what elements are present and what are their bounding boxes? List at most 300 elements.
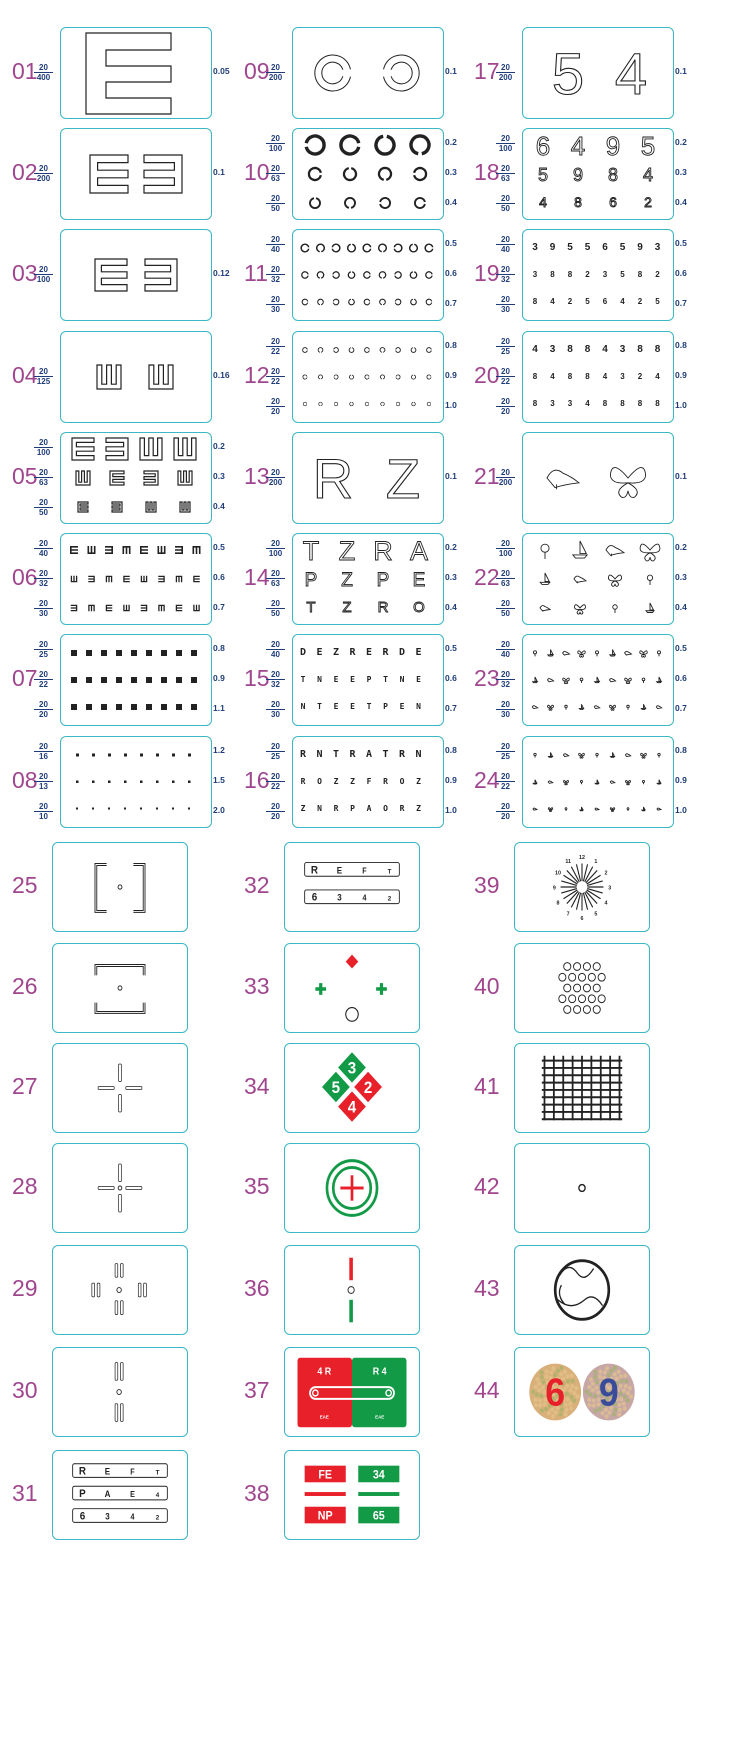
chart-card[interactable] [514, 1143, 650, 1233]
chart-number: 30 [12, 1377, 38, 1403]
chart-number: 41 [474, 1073, 500, 1099]
chart-graphic [523, 230, 673, 320]
decimal-acuity: 0.6 [213, 572, 225, 582]
acuity-numerator: 20 [501, 772, 510, 781]
chart-cell[interactable] [462, 842, 712, 930]
clock-number: 4 [604, 900, 608, 907]
chart-card[interactable] [292, 229, 444, 321]
landolt-c [302, 299, 308, 305]
acuity-denominator: 30 [501, 304, 510, 314]
optotype-text: 8 [532, 399, 538, 408]
chart-cell[interactable] [462, 1043, 712, 1131]
tumbling-e [140, 438, 162, 460]
letter-box [305, 863, 400, 877]
decimal-acuity: 0.1 [675, 471, 687, 481]
optotype-text: 4 R [317, 1366, 332, 1377]
acuity-denominator: 63 [39, 478, 48, 487]
chart-card[interactable] [284, 842, 420, 932]
chart-card[interactable] [522, 128, 674, 220]
optotype-mark [140, 781, 143, 784]
acuity-numerator: 20 [501, 367, 510, 376]
chart-cell[interactable] [462, 432, 712, 522]
optotype-text: 65 [372, 1510, 385, 1523]
chart-number: 06 [12, 564, 38, 590]
plate-dot [592, 1398, 596, 1402]
chart-cell[interactable] [0, 128, 250, 218]
decimal-acuity: 0.8 [675, 745, 687, 756]
acuity-fraction [30, 164, 57, 183]
chart-card[interactable] [60, 27, 212, 119]
chart-card[interactable] [522, 634, 674, 726]
chart-card[interactable] [60, 432, 212, 524]
tumbling-e [141, 605, 148, 612]
chart-card[interactable] [284, 1043, 420, 1133]
flower-icon [580, 781, 582, 783]
decimal-acuity: 0.5 [213, 542, 225, 553]
optotype-text: 5 [620, 270, 625, 279]
landolt-c [381, 402, 385, 406]
acuity-denominator: 25 [271, 752, 280, 762]
optotype-text: T [383, 675, 388, 684]
chart-cell[interactable] [232, 229, 482, 319]
landolt-c [363, 244, 371, 252]
acuity-numerator: 20 [501, 265, 510, 274]
optotype-text: Z [350, 777, 355, 786]
chart-cell[interactable] [0, 1143, 250, 1231]
chart-card[interactable] [60, 331, 212, 423]
chart-cell[interactable] [232, 1143, 482, 1231]
decimal-acuity: 0.9 [675, 775, 687, 785]
optotype-text: 4 [550, 297, 555, 306]
optotype-mark [92, 754, 95, 757]
acuity-numerator: 20 [271, 63, 280, 72]
bird-icon [574, 576, 586, 583]
flower-icon [541, 544, 549, 552]
bird-icon [540, 606, 550, 612]
acuity-fraction [492, 337, 519, 356]
plate-dot [575, 1394, 579, 1398]
acuity-denominator: 50 [271, 203, 280, 213]
chart-cell[interactable] [462, 943, 712, 1031]
chart-card[interactable] [292, 736, 444, 828]
plate-dot [622, 1401, 626, 1405]
butterfly-icon [608, 575, 621, 586]
chart-card[interactable] [514, 1347, 650, 1437]
landolt-c [317, 244, 325, 252]
chart-card[interactable] [522, 533, 674, 625]
chart-card[interactable] [292, 27, 444, 119]
chart-card[interactable] [52, 1245, 188, 1335]
acuity-fraction [262, 599, 289, 618]
decimal-acuity: 2.0 [213, 804, 225, 815]
optotype-mark [191, 650, 197, 656]
chart-cell[interactable] [232, 1245, 482, 1333]
optotype-text: 8 [550, 270, 555, 279]
butterfly-icon [563, 678, 570, 684]
chart-number: 33 [244, 973, 270, 999]
decimal-acuity: 0.8 [445, 340, 457, 351]
optotype-text: 8 [637, 270, 643, 279]
butterfly-icon [548, 808, 552, 812]
acuity-fraction [30, 265, 57, 284]
fixation-dot [348, 1287, 354, 1294]
optotype-text: 4 [550, 372, 555, 381]
optotype-mark [140, 754, 143, 757]
chart-cell[interactable] [0, 842, 250, 930]
tumbling-e [106, 576, 113, 583]
plate-dot [570, 1384, 574, 1388]
chart-cell[interactable] [232, 943, 482, 1031]
optotype-mark [108, 808, 110, 810]
chart-card[interactable] [284, 1450, 420, 1540]
optotype-text: T [332, 749, 340, 760]
plate-dot [619, 1397, 623, 1401]
optotype-mark [161, 650, 167, 656]
decimal-acuity: 0.1 [445, 66, 457, 76]
optotype-mark [71, 650, 77, 656]
red-line [349, 1258, 353, 1280]
optotype-text: 4 [602, 344, 608, 355]
chart-cell[interactable] [232, 1043, 482, 1131]
chart-card[interactable] [60, 634, 212, 726]
chart-number: 26 [12, 973, 38, 999]
decimal-acuity: 1.1 [213, 702, 225, 713]
grid-dot [588, 995, 595, 1003]
acuity-fraction [30, 63, 57, 82]
optotype-mark [188, 781, 191, 784]
optotype-mark [116, 650, 122, 656]
chart-card[interactable] [52, 1347, 188, 1437]
butterfly-icon [563, 780, 568, 784]
plate-dot [569, 1406, 573, 1410]
chart-cell[interactable] [462, 1347, 712, 1435]
chart-card[interactable] [52, 842, 188, 932]
landolt-c [349, 348, 354, 353]
clock-number: 8 [556, 900, 560, 907]
chart-graphic [515, 1044, 649, 1132]
optotype-text: T [300, 675, 306, 684]
optotype-text: 4 [570, 131, 586, 161]
decimal-acuity: 0.1 [445, 471, 457, 481]
optotype-text: E [316, 647, 323, 658]
acuity-numerator: 20 [501, 294, 510, 304]
chart-cell[interactable] [232, 1347, 482, 1435]
acuity-denominator: 22 [501, 377, 510, 386]
chart-graphic [515, 1246, 649, 1334]
optotype-text: A [409, 536, 429, 566]
acuity-numerator: 20 [501, 235, 510, 245]
chart-number: 43 [474, 1275, 500, 1301]
chart-cell[interactable] [0, 533, 250, 623]
optotype-text: E [412, 570, 426, 591]
chart-cell[interactable] [462, 533, 712, 623]
optotype-text: 8 [532, 372, 538, 381]
decimal-acuity: 0.9 [213, 673, 225, 683]
grid-dot [569, 995, 576, 1003]
chart-number: 20 [474, 362, 500, 388]
chart-cell[interactable] [0, 331, 250, 421]
optotype-text: 5 [584, 242, 591, 253]
acuity-denominator: 400 [36, 73, 51, 82]
optotype-text: E [336, 864, 343, 876]
decimal-acuity: 1.5 [213, 775, 225, 785]
chart-number: 14 [244, 564, 270, 590]
acuity-numerator: 20 [501, 699, 510, 709]
decimal-acuity: 0.6 [675, 268, 687, 278]
chart-cell[interactable] [232, 27, 482, 117]
acuity-denominator: 63 [501, 174, 510, 183]
acuity-fraction [492, 742, 519, 761]
chart-cell[interactable] [232, 128, 482, 218]
acuity-fraction [492, 134, 519, 153]
chart-card[interactable] [60, 736, 212, 828]
acuity-numerator: 20 [39, 640, 48, 650]
red-bar [305, 1492, 346, 1496]
decimal-acuity: 0.4 [445, 196, 457, 207]
butterfly-icon [625, 678, 632, 684]
optotype-text: Z [338, 536, 356, 566]
chart-cell[interactable] [462, 634, 712, 724]
acuity-fraction [262, 63, 289, 82]
chart-cell[interactable] [462, 331, 712, 421]
tumbling-e [71, 605, 78, 612]
chart-cell[interactable] [232, 1450, 482, 1538]
chart-card[interactable] [522, 331, 674, 423]
chart-cell[interactable] [232, 331, 482, 421]
landolt-c [344, 168, 356, 180]
chart-card[interactable] [522, 229, 674, 321]
chart-card[interactable] [292, 432, 444, 524]
acuity-numerator: 20 [271, 772, 280, 781]
optotype-text: P [79, 1488, 86, 1501]
clock-number: 6 [580, 915, 584, 922]
chart-card[interactable] [284, 1245, 420, 1335]
chart-card[interactable] [52, 1043, 188, 1133]
optotype-text: 3 [105, 1511, 110, 1522]
optotype-text: Z [333, 777, 339, 786]
optotype-text: A [104, 1488, 111, 1500]
optotype-text: R [300, 777, 306, 786]
chart-card[interactable] [292, 634, 444, 726]
chart-card[interactable] [292, 533, 444, 625]
optotype-text: 8 [567, 270, 573, 279]
optotype-text: 8 [532, 297, 538, 306]
optotype-text: P [376, 570, 390, 591]
chart-cell[interactable] [0, 1043, 250, 1131]
decimal-acuity: 0.9 [445, 370, 457, 380]
chart-card[interactable] [522, 736, 674, 828]
grid-dot [564, 963, 571, 971]
landolt-c [334, 375, 338, 379]
chart-cell[interactable] [0, 1347, 250, 1435]
bird-icon [563, 754, 568, 757]
chart-cell[interactable] [232, 533, 482, 623]
tumbling-e [95, 259, 127, 291]
chart-cell[interactable] [0, 432, 250, 522]
chart-number: 10 [244, 159, 270, 185]
chart-card[interactable] [514, 1245, 650, 1335]
decimal-acuity: 0.16 [213, 370, 230, 380]
landolt-c [318, 299, 324, 305]
chart-number: 04 [12, 362, 38, 388]
optotype-mark [156, 808, 158, 810]
tumbling-e [76, 471, 90, 485]
optotype-text: 6 [79, 1511, 86, 1523]
chart-number: 08 [12, 767, 38, 793]
grid-dot [588, 973, 595, 981]
chart-cell[interactable] [232, 842, 482, 930]
chart-card[interactable] [292, 128, 444, 220]
chart-graphic [293, 737, 443, 827]
plate-dot [619, 1392, 623, 1396]
chart-card[interactable] [284, 1347, 420, 1437]
optotype-text: 8 [567, 372, 573, 381]
optotype-text: R [349, 647, 356, 658]
chart-card[interactable] [292, 331, 444, 423]
butterfly-icon [579, 753, 585, 758]
decimal-acuity: 0.9 [675, 370, 687, 380]
chart-cell[interactable] [232, 736, 482, 826]
chart-cell[interactable] [462, 736, 712, 826]
plate-dot [537, 1382, 541, 1386]
acuity-numerator: 20 [39, 742, 48, 752]
chart-graphic [53, 1044, 187, 1132]
acuity-numerator: 20 [271, 265, 280, 274]
flower-icon [596, 753, 598, 755]
chart-card[interactable] [284, 1143, 420, 1233]
acuity-denominator: 22 [39, 680, 48, 689]
tumbling-e [140, 546, 148, 554]
chart-cell[interactable] [0, 1450, 250, 1538]
acuity-fraction [262, 539, 289, 558]
acuity-denominator: 50 [39, 507, 48, 517]
optotype-text: R [398, 749, 406, 760]
plate-dot [535, 1377, 539, 1381]
chart-card[interactable] [522, 27, 674, 119]
chart-cell[interactable] [0, 229, 250, 319]
optotype-text: N [415, 749, 422, 760]
chart-graphic [523, 737, 673, 827]
optotype-mark [116, 704, 122, 710]
plate-dot [571, 1379, 575, 1383]
chart-cell[interactable] [0, 736, 250, 826]
landolt-c [396, 375, 400, 379]
landolt-c [376, 136, 394, 154]
chart-cell[interactable] [462, 1245, 712, 1333]
optotype-text: 8 [655, 399, 660, 408]
acuity-numerator: 20 [39, 438, 48, 448]
chart-card[interactable] [60, 533, 212, 625]
chart-card[interactable] [52, 1450, 188, 1540]
landolt-c [333, 272, 339, 278]
chart-card[interactable] [514, 1043, 650, 1133]
bird-icon [532, 706, 537, 709]
optotype-text: 4 [539, 194, 547, 210]
decimal-acuity: 0.2 [213, 441, 225, 452]
chart-cell[interactable] [232, 634, 482, 724]
acuity-numerator: 20 [271, 134, 280, 144]
acuity-denominator: 30 [271, 304, 280, 314]
chart-card[interactable] [60, 229, 212, 321]
boat-icon [610, 752, 614, 757]
chart-card[interactable] [60, 128, 212, 220]
decimal-acuity: 0.05 [213, 66, 230, 76]
chart-cell[interactable] [0, 27, 250, 117]
optotype-mark [76, 808, 78, 810]
decimal-acuity: 0.7 [675, 702, 687, 713]
acuity-fraction [262, 802, 289, 821]
grid-dot [578, 973, 585, 981]
acuity-numerator: 20 [271, 699, 280, 709]
chart-cell[interactable] [462, 27, 712, 117]
acuity-denominator: 10 [39, 811, 48, 821]
chart-card[interactable] [52, 1143, 188, 1233]
plate-dot [626, 1399, 630, 1403]
chart-cell[interactable] [462, 229, 712, 319]
clock-number: 11 [565, 859, 571, 866]
bird-icon [656, 706, 661, 709]
decimal-acuity: 0.6 [445, 673, 457, 683]
chart-cell[interactable] [462, 1143, 712, 1231]
chart-card[interactable] [514, 943, 650, 1033]
chart-cell[interactable] [232, 432, 482, 522]
optotype-text: Z [385, 447, 421, 510]
optotype-text: N [399, 675, 405, 684]
chart-card[interactable] [52, 943, 188, 1033]
boat-icon [657, 780, 661, 784]
optotype-mark [176, 650, 182, 656]
chart-cell[interactable] [0, 634, 250, 724]
chart-graphic [53, 944, 187, 1032]
optotype-text: R [312, 447, 354, 510]
optotype-text: Z [416, 777, 421, 786]
optotype-mark [176, 704, 182, 710]
chart-card[interactable] [522, 432, 674, 524]
optotype-text: Z [416, 804, 421, 813]
chart-card[interactable] [514, 842, 650, 932]
plate-dot [592, 1403, 596, 1407]
grid-dot [574, 984, 581, 992]
chart-card[interactable] [284, 943, 420, 1033]
acuity-fraction [30, 772, 57, 791]
optotype-mark [86, 677, 92, 683]
chart-cell[interactable] [0, 1245, 250, 1333]
acuity-denominator: 50 [271, 608, 280, 618]
decimal-acuity: 0.3 [675, 167, 687, 177]
optotype-mark [131, 677, 137, 683]
chart-graphic [53, 1246, 187, 1334]
optotype-text: 3 [532, 242, 538, 253]
optotype-mark [86, 704, 92, 710]
green-bar [358, 1492, 399, 1496]
tumbling-e [71, 576, 78, 583]
chart-cell[interactable] [462, 128, 712, 218]
acuity-denominator: 40 [501, 650, 510, 660]
plate-dot [566, 1397, 570, 1401]
plate-dot [623, 1395, 627, 1399]
acuity-fraction [492, 265, 519, 284]
chart-cell[interactable] [0, 943, 250, 1031]
landolt-c [411, 136, 429, 154]
acuity-denominator: 22 [271, 377, 280, 386]
tumbling-e [146, 502, 156, 512]
optotype-text: 2 [637, 297, 643, 306]
landolt-c [318, 348, 323, 353]
landolt-c [341, 136, 359, 154]
chart-graphic [53, 1348, 187, 1436]
plate-dot [572, 1391, 576, 1395]
decimal-acuity: 0.3 [445, 167, 457, 177]
